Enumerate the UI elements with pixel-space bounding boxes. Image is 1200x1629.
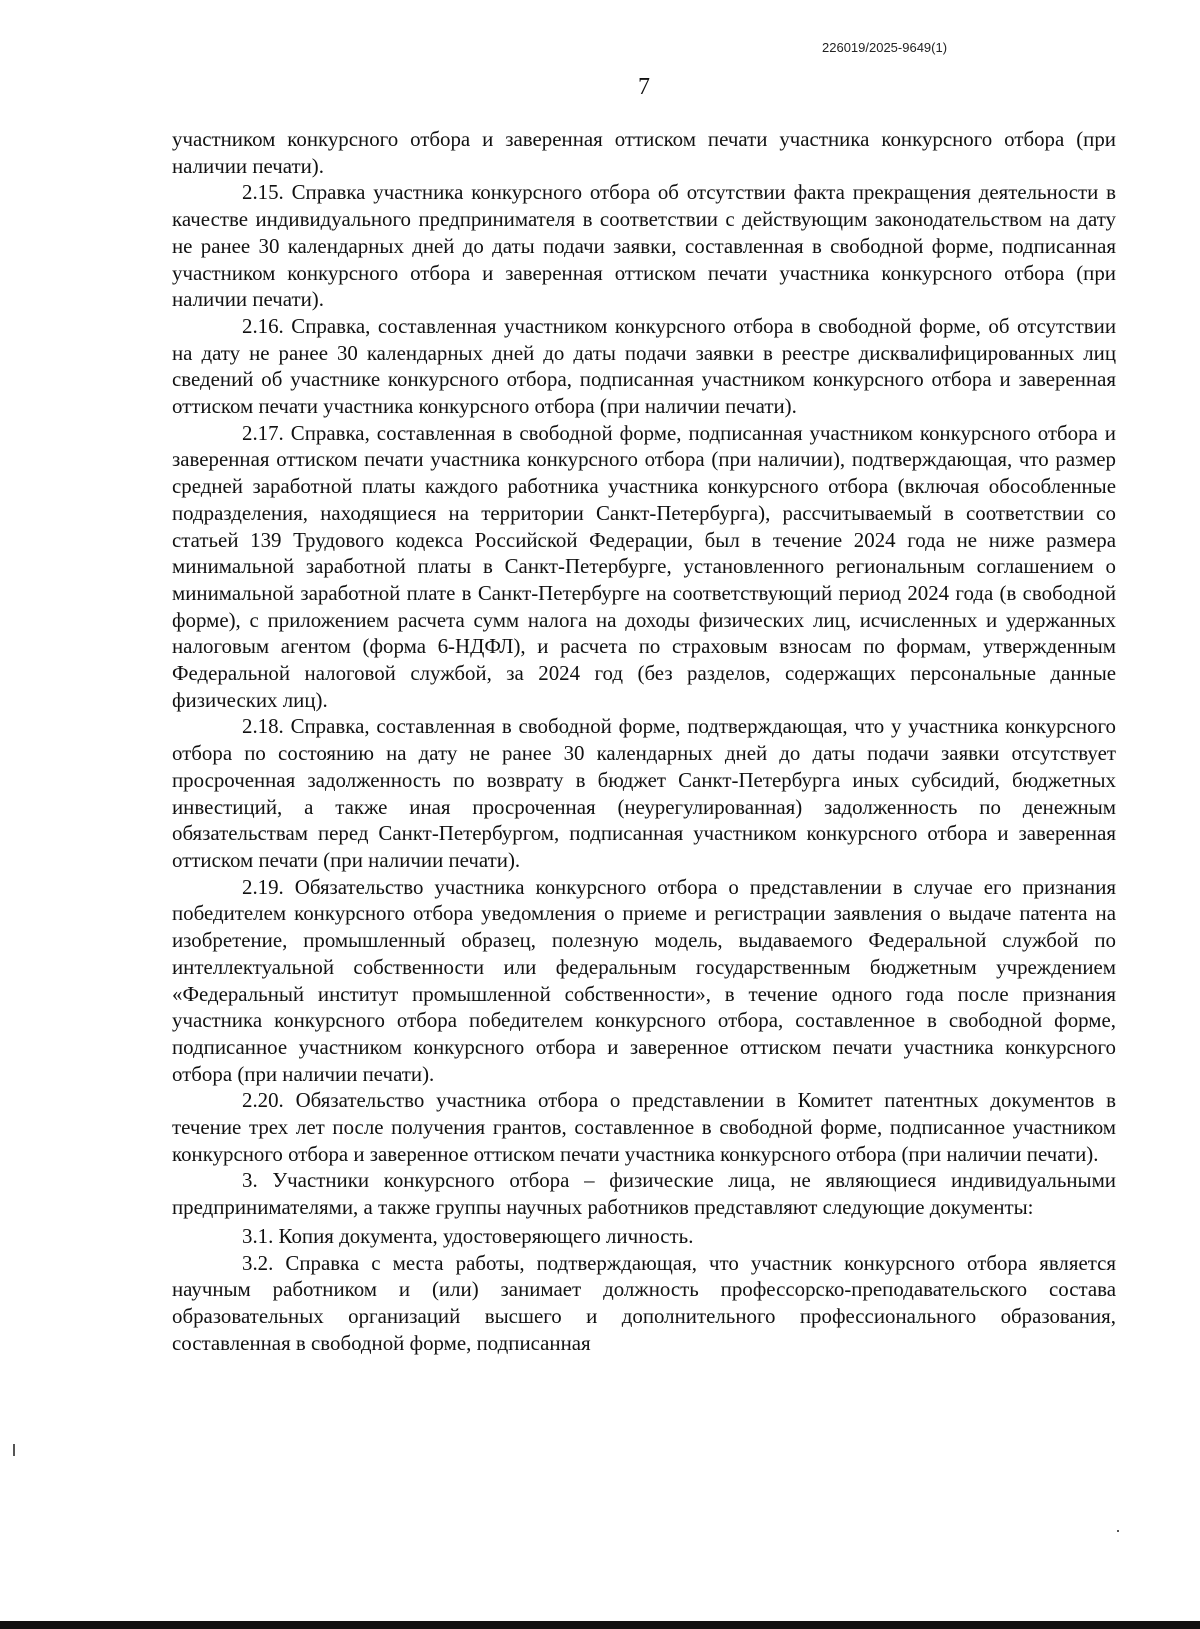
paragraph-2-20: 2.20. Обязательство участника отбора о представлении в Комитет патентных документов в течение трех лет после получения грантов, составленное в свободной форме, подписанное участником конкурсного отбора и заверенное оттиском печати участника конкурсного отбора (при наличии печати). (172, 1088, 1116, 1166)
document-id: 226019/2025-9649(1) (822, 40, 948, 55)
paragraph-continuation: участником конкурсного отбора и заверенная оттиском печати участника конкурсного отбора (при наличии печати). (172, 127, 1116, 178)
scan-speck (1117, 1530, 1119, 1532)
scan-bottom-edge (0, 1621, 1200, 1629)
paragraph-2-15: 2.15. Справка участника конкурсного отбора об отсутствии факта прекращения деятельности в качестве индивидуального предпринимателя в соответствии с действующим законодательством на дату не ранее 30 календарных дней до даты подачи заявки, составленная в свободной форме, подписанная участником конкурсного отбора и заверенная оттиском печати участника конкурсного отбора (при наличии печати). (172, 180, 1116, 312)
paragraph-2-19: 2.19. Обязательство участника конкурсного отбора о представлении в случае его признания победителем конкурсного отбора уведомления о приеме и регистрации заявления о выдаче патента на изобретение, промышленный образец, полезную модель, выдаваемого Федеральной службой по интеллектуальной собственности или федеральным государственным бюджетным учреждением «Федеральный институт промышленной собственности», в течение одного года после признания участника конкурсного отбора победителем конкурсного отбора, составленное в свободной форме, подписанное участником конкурсного отбора и заверенное оттиском печати участника конкурсного отбора (при наличии печати). (172, 874, 1116, 1086)
page-number: 7 (638, 74, 650, 100)
paragraph-3: 3. Участники конкурсного отбора – физические лица, не являющиеся индивидуальными предпринимателями, а также группы научных работников представляют следующие документы: (172, 1168, 1116, 1220)
paragraph-2-18: 2.18. Справка, составленная в свободной форме, подтверждающая, что у участника конкурсного отбора по состоянию на дату не ранее 30 календарных дней до даты подачи заявки отсутствует просроченная задолженность по возврату в бюджет Санкт-Петербурга иных субсидий, бюджетных инвестиций, а также иная просроченная (неурегулированная) задолженность по денежным обязательствам перед Санкт-Петербургом, подписанная участником конкурсного отбора и заверенная оттиском печати (при наличии печати). (172, 714, 1116, 872)
document-body (172, 126, 1116, 1356)
paragraph-3-2: 3.2. Справка с места работы, подтверждающая, что участник конкурсного отбора является научным работником и (или) занимает должность профессорско-преподавательского состава образовательных организаций высшего и дополнительного профессионального образования, составленная в свободной форме, подписанная (172, 1250, 1116, 1355)
paragraph-2-17: 2.17. Справка, составленная в свободной форме, подписанная участником конкурсного отбора и заверенная оттиском печати участника конкурсного отбора (при наличии), подтверждающая, что размер средней заработной платы каждого работника участника конкурсного отбора (включая обособленные подразделения, находящиеся на территории Санкт-Петербурга), рассчитываемый в соответствии со статьей 139 Трудового кодекса Российской Федерации, был в течение 2024 года не ниже размера минимальной заработной платы в Санкт-Петербурге, установленного региональным соглашением о минимальной заработной плате в Санкт-Петербурге на соответствующий период 2024 года (в свободной форме), с приложением расчета сумм налога на доходы физических лиц, исчисленных и удержанных налоговым агентом (форма 6-НДФЛ), и расчета по страховым взносам по формам, утвержденным Федеральной налоговой службой, за 2024 год (без разделов, содержащих персональные данные физических лиц). (172, 420, 1116, 712)
paragraph-3-1: 3.1. Копия документа, удостоверяющего личность. (242, 1223, 694, 1248)
paragraph-2-16: 2.16. Справка, составленная участником конкурсного отбора в свободной форме, об отсутствии на дату не ранее 30 календарных дней до даты подачи заявки в реестре дисквалифицированных лиц сведений об участнике конкурсного отбора, подписанная участником конкурсного отбора и заверенная оттиском печати участника конкурсного отбора (при наличии печати). (172, 313, 1116, 419)
scan-speck (13, 1444, 15, 1456)
